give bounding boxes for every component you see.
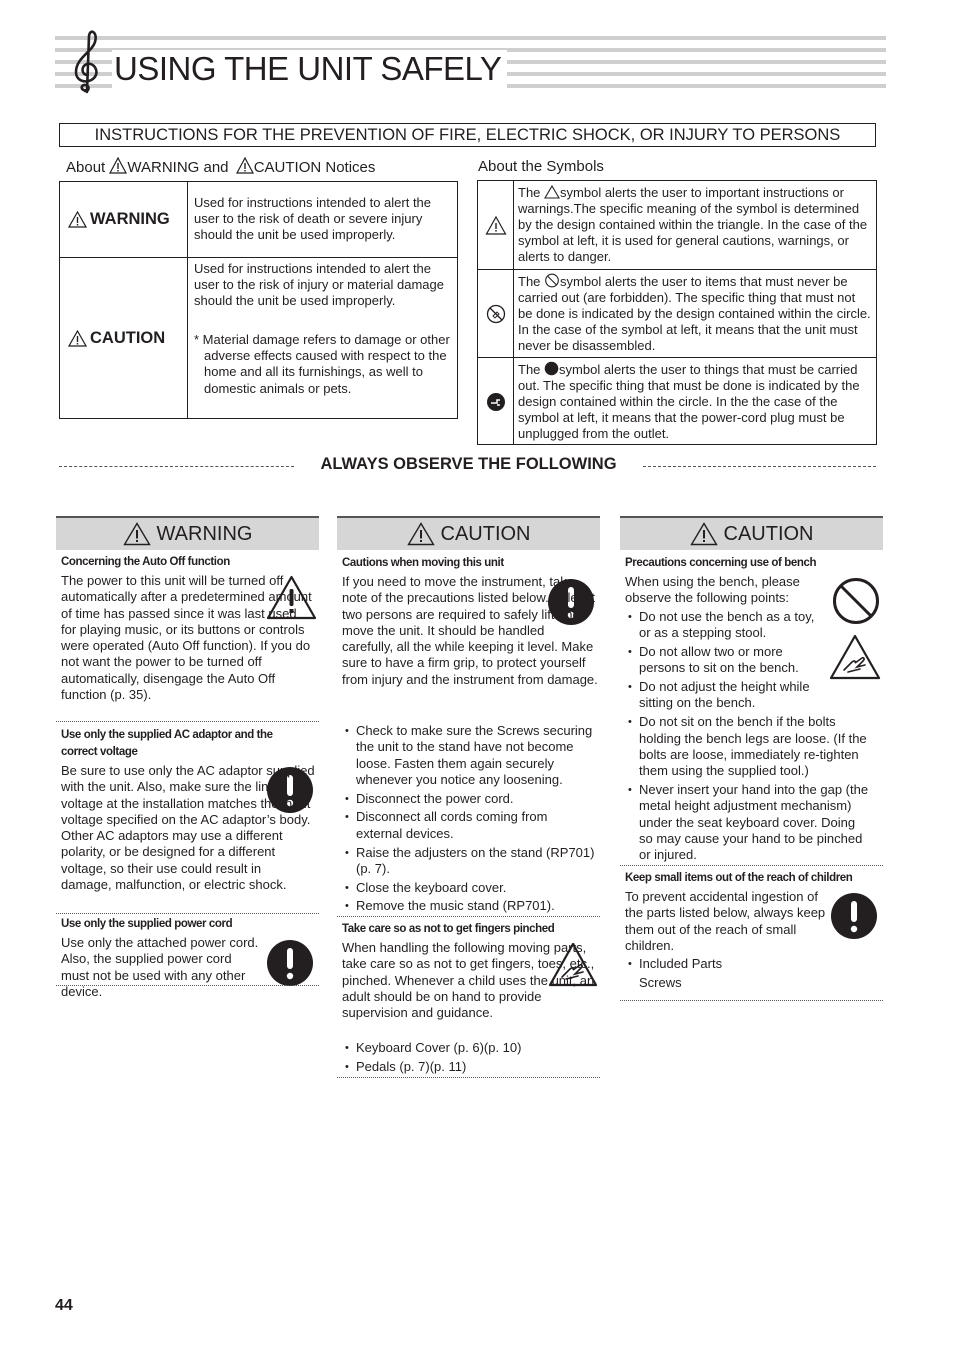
section-title-pinched: Take care so as not to get fingers pinched	[342, 923, 555, 935]
instructions-banner: INSTRUCTIONS FOR THE PREVENTION OF FIRE, ELECTRIC SHOCK, OR INJURY TO PERSONS	[59, 123, 876, 147]
section-text-ac-adaptor: Be sure to use only the AC adaptor supplied with the unit. Also, make sure the line voltage at the installation matches the input voltage specified on the AC adaptor’s body. Other AC adaptors may use a different polarity, or be designed for a different voltage, so their use could result in damage, malfunction, or electric shock.	[61, 763, 315, 893]
warning-column	[56, 516, 319, 550]
caution-triangle-icon	[236, 157, 254, 174]
section-text-auto-off: The power to this unit will be turned off automatically after a predetermined amount of time has passed since it was last used for playing music, or its buttons or controls were operated (Auto Off function). If you do not want the power to be turned off automatically, disengage the Auto Off function (p. 35).	[61, 573, 312, 703]
section-text-bench: When using the bench, please observe the following points:	[625, 574, 800, 606]
section-divider	[56, 913, 319, 914]
about-notices-prefix: About	[66, 159, 106, 176]
list-item: • Remove the music stand (RP701).	[356, 898, 596, 914]
unplug-mandatory-icon	[485, 391, 507, 413]
filled-circle-icon	[544, 361, 559, 376]
list-sub-item: Screws	[639, 974, 682, 990]
warning-triangle-icon	[68, 211, 87, 228]
symbol-alert-text: The symbol alerts the user to important instructions or warnings.The specific meaning of the symbol is determined by the design contained within the triangle. In the case of the symbol at left, it is used for general cautions, warnings, or alerts to danger.	[518, 185, 868, 264]
caution-triangle-icon	[690, 522, 718, 546]
triangle-alert-icon	[485, 215, 507, 237]
symbols-table	[477, 180, 877, 445]
list-item: • Raise the adjusters on the stand (RP701) (p. 7).	[356, 845, 596, 878]
warning-triangle-icon	[109, 157, 127, 174]
section-title-bench: Precautions concerning use of bench	[625, 557, 817, 569]
material-damage-note: * Material damage refers to damage or other adverse effects caused with respect to the home and all its furnishings, as well to domestic animals or pets.	[194, 332, 450, 396]
list-item: • Included Parts	[639, 956, 871, 972]
list-item: • Disconnect all cords coming from external devices.	[356, 809, 596, 842]
list-item: • Check to make sure the Screws securing the unit to the stand have not become loose. Fasten them again securely whenever you notice any loosening.	[356, 723, 596, 788]
about-notices-heading	[66, 157, 375, 176]
pinched-parts-list	[342, 1040, 596, 1078]
always-observe-heading: ALWAYS OBSERVE THE FOLLOWING	[320, 455, 617, 473]
warning-column-header: WARNING	[56, 516, 319, 550]
section-divider	[56, 985, 319, 986]
section-title-moving: Cautions when moving this unit	[342, 557, 504, 569]
section-divider	[337, 1077, 600, 1078]
caution-column-moving	[337, 516, 600, 550]
list-item: • Pedals (p. 7)(p. 11)	[356, 1059, 596, 1075]
section-title-power-cord: Use only the supplied power cord	[61, 918, 233, 930]
section-text-pinched: When handling the following moving parts, take care so as not to get fingers, toes, etc., pinched. Whenever a child uses the unit, an adult should be on hand to provide supervision and guidance.	[342, 940, 595, 1021]
prohibited-icon	[485, 303, 507, 325]
section-divider	[56, 721, 319, 722]
small-items-list	[625, 956, 871, 991]
section-title-small-items: Keep small items out of the reach of children	[625, 872, 853, 884]
caution-column-header: CAUTION	[337, 516, 600, 550]
section-title-ac-adaptor: Use only the supplied AC adaptor and the correct voltage	[61, 729, 273, 758]
moving-checklist	[342, 723, 596, 917]
prohibited-circle-icon	[544, 273, 560, 288]
list-item: • Close the keyboard cover.	[356, 880, 596, 896]
list-item: • Do not allow two or more persons to sit on the bench.	[639, 644, 809, 677]
section-text-moving: If you need to move the instrument, take note of the precautions listed below. At least two persons are required to safely lift and move the unit. It should be handled carefully, all the while keeping it level. Make sure to have a firm grip, to protect yourself from injury and the instrument from damage.	[342, 574, 598, 687]
caution-column-bench	[620, 516, 883, 550]
treble-clef-icon	[68, 30, 106, 96]
about-notices-caution: CAUTION Notices	[253, 159, 376, 176]
section-text-power-cord: Use only the attached power cord. Also, the supplied power cord must not be used with any other device.	[61, 935, 259, 999]
mandatory-exclamation-icon	[830, 892, 878, 940]
caution-definition-label: CAUTION	[68, 329, 165, 348]
list-item: • Keyboard Cover (p. 6)(p. 10)	[356, 1040, 596, 1056]
caution-triangle-icon	[68, 330, 87, 347]
warning-definition-label: WARNING	[68, 210, 170, 229]
bench-rules-list	[625, 609, 871, 866]
list-item: • Disconnect the power cord.	[356, 791, 596, 807]
symbol-mandatory-text: The symbol alerts the user to things that must be carried out. The specific thing that must be done is indicated by the design contained within the circle. In the the case of the symbol at left, it means that the power-cord plug must be unplugged from the outlet.	[518, 362, 860, 441]
page-number: 44	[55, 1297, 73, 1314]
divider-left	[59, 466, 294, 467]
warning-triangle-icon	[123, 522, 151, 546]
list-item: • Do not use the bench as a toy, or as a stepping stool.	[639, 609, 829, 642]
section-divider	[337, 916, 600, 917]
caution-column-header: CAUTION	[620, 516, 883, 550]
section-divider	[620, 1000, 883, 1001]
list-item: • Never insert your hand into the gap (the metal height adjustment mechanism) under the seat keyboard cover. Doing so may cause your hand to be pinched or injured.	[639, 782, 871, 863]
divider-right	[643, 466, 876, 467]
triangle-icon	[544, 185, 560, 199]
page-title: USING THE UNIT SAFELY	[112, 50, 507, 88]
about-notices-warning: WARNING and	[127, 159, 229, 176]
list-item: • Do not sit on the bench if the bolts holding the bench legs are loose. (If the bolts are loose, immediately re-tighten them using the supplied tool.)	[639, 714, 871, 779]
caution-definition-text: Used for instructions intended to alert the user to the risk of injury or material damage should the unit be used improperly.	[194, 261, 444, 309]
caution-triangle-icon	[407, 522, 435, 546]
section-divider	[620, 865, 883, 866]
mandatory-exclamation-icon	[266, 939, 314, 987]
warning-definition-text: Used for instructions intended to alert the user to the risk of death or severe injury should the unit be used improperly.	[194, 195, 432, 243]
about-symbols-heading: About the Symbols	[478, 158, 604, 175]
symbol-prohibited-text: The symbol alerts the user to items that must never be carried out (are forbidden). The specific thing that must not be done is indicated by the design contained within the circle. In the case of the symbol at left, it means that the unit must never be disassembled.	[518, 274, 871, 353]
list-item: • Do not adjust the height while sitting on the bench.	[639, 679, 824, 712]
notice-definitions-table	[59, 181, 458, 419]
section-text-small-items: To prevent accidental ingestion of the parts listed below, always keep them out of the reach of small children.	[625, 889, 826, 953]
section-title-auto-off: Concerning the Auto Off function	[61, 556, 230, 568]
